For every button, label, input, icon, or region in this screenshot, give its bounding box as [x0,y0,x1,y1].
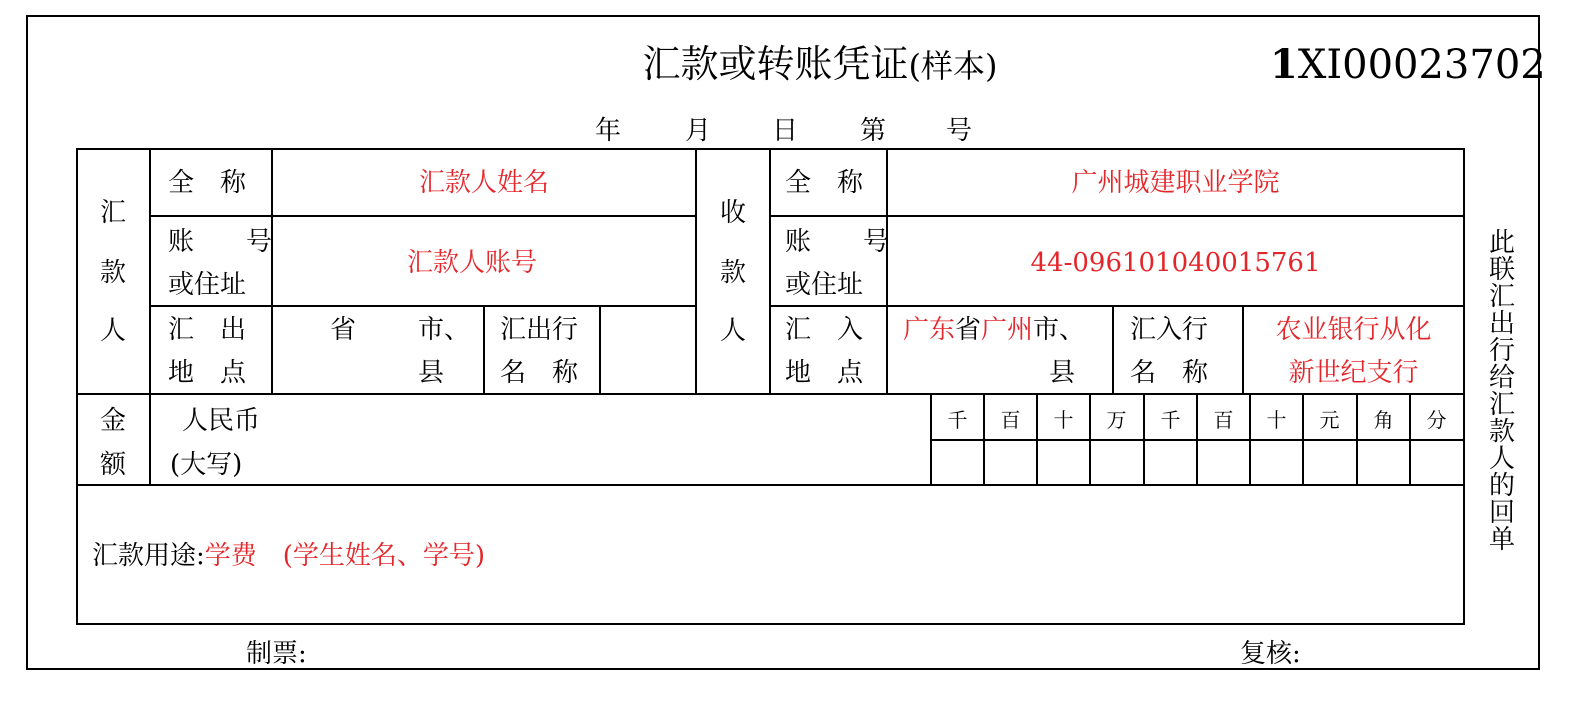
purpose-value[interactable]: 学费 (学生姓名、学号) [204,541,486,571]
payee-place-value[interactable] [903,315,1085,345]
date-year: 年 [595,116,622,146]
payee-city-value: 广州 [981,315,1034,345]
payee-county-label: 县 [1049,358,1076,388]
payee-place-label-2: 地 点 [785,358,864,388]
payee-bank-value-2[interactable]: 新世纪支行 [1288,358,1419,388]
digit-header-jiao: 角 [1373,408,1394,432]
payee-province-label: 省 [955,315,982,345]
remitter-account-label-1: 账 号 [168,227,273,257]
amount-side-label-1: 金 [100,406,127,436]
remitter-city-label: 市、 [418,315,471,345]
serial-prefix: 1 [1270,41,1298,88]
payee-account-label-2: 或住址 [785,270,864,300]
payee-side-label-3: 人 [720,316,747,346]
remitter-bank-label-2: 名 称 [500,358,579,388]
digit-header-bai-2: 百 [1213,408,1234,432]
date-day: 日 [772,116,799,146]
amount-caps-field[interactable] [272,440,922,480]
payee-bank-value-1[interactable]: 农业银行从化 [1275,315,1432,345]
payee-side-label-2: 款 [720,258,747,288]
remitter-name-value[interactable]: 汇款人姓名 [418,168,549,198]
remitter-province-label: 省 [330,315,357,345]
digit-header-bai-1: 百 [1000,408,1021,432]
payee-side-label-1: 收 [720,198,747,228]
digit-header-qian-1: 千 [947,408,968,432]
remitter-name-label: 全 称 [168,168,247,198]
payee-province-value: 广东 [903,315,956,345]
payee-place-label-1: 汇 入 [785,315,864,345]
digit-header-qian-2: 千 [1160,408,1181,432]
title-suffix: (样本) [908,47,998,85]
digit-header-wan: 万 [1106,408,1127,432]
title-main: 汇款或转账凭证 [642,42,909,86]
purpose-label: 汇款用途: [92,541,205,571]
payee-account-value[interactable]: 44-096101040015761 [1030,248,1321,278]
amount-caps-label: (大写) [170,450,243,480]
remitter-place-label-2: 地 点 [168,358,247,388]
digit-header-shi-2: 十 [1266,408,1287,432]
digit-header-shi-1: 十 [1053,408,1074,432]
digit-header-fen: 分 [1426,408,1447,432]
remitter-side-label-1: 汇 [100,198,127,228]
payee-bank-label-2: 名 称 [1130,358,1209,388]
amount-rmb-label: 人民币 [182,406,261,436]
remitter-account-value[interactable]: 汇款人账号 [406,248,537,278]
digit-header-yuan: 元 [1319,408,1340,432]
payee-name-value[interactable]: 广州城建职业学院 [1071,168,1280,198]
remitter-side-label-3: 人 [100,316,127,346]
remitter-county-label: 县 [418,358,445,388]
remitter-place-label-1: 汇 出 [168,315,247,345]
remitter-account-label-2: 或住址 [168,270,247,300]
payee-city-label: 市、 [1033,315,1086,345]
payee-bank-label-1: 汇入行 [1130,315,1209,345]
serial-rest: XI00023702 [1297,42,1546,88]
remitter-side-label-2: 款 [100,258,127,288]
payee-account-label-1: 账 号 [785,227,890,257]
amount-side-label-2: 额 [100,450,127,480]
remitter-bank-label-1: 汇出行 [500,315,579,345]
date-no-suffix: 号 [946,116,973,146]
payee-name-label: 全 称 [785,168,864,198]
purpose-row [92,541,485,571]
copy-note-vertical: 此联汇出行给汇款人的回单 [1488,228,1515,555]
issuer-label: 制票: [246,639,307,669]
reviewer-label: 复核: [1240,639,1301,669]
date-month: 月 [685,116,712,146]
date-no-prefix: 第 [860,116,887,146]
